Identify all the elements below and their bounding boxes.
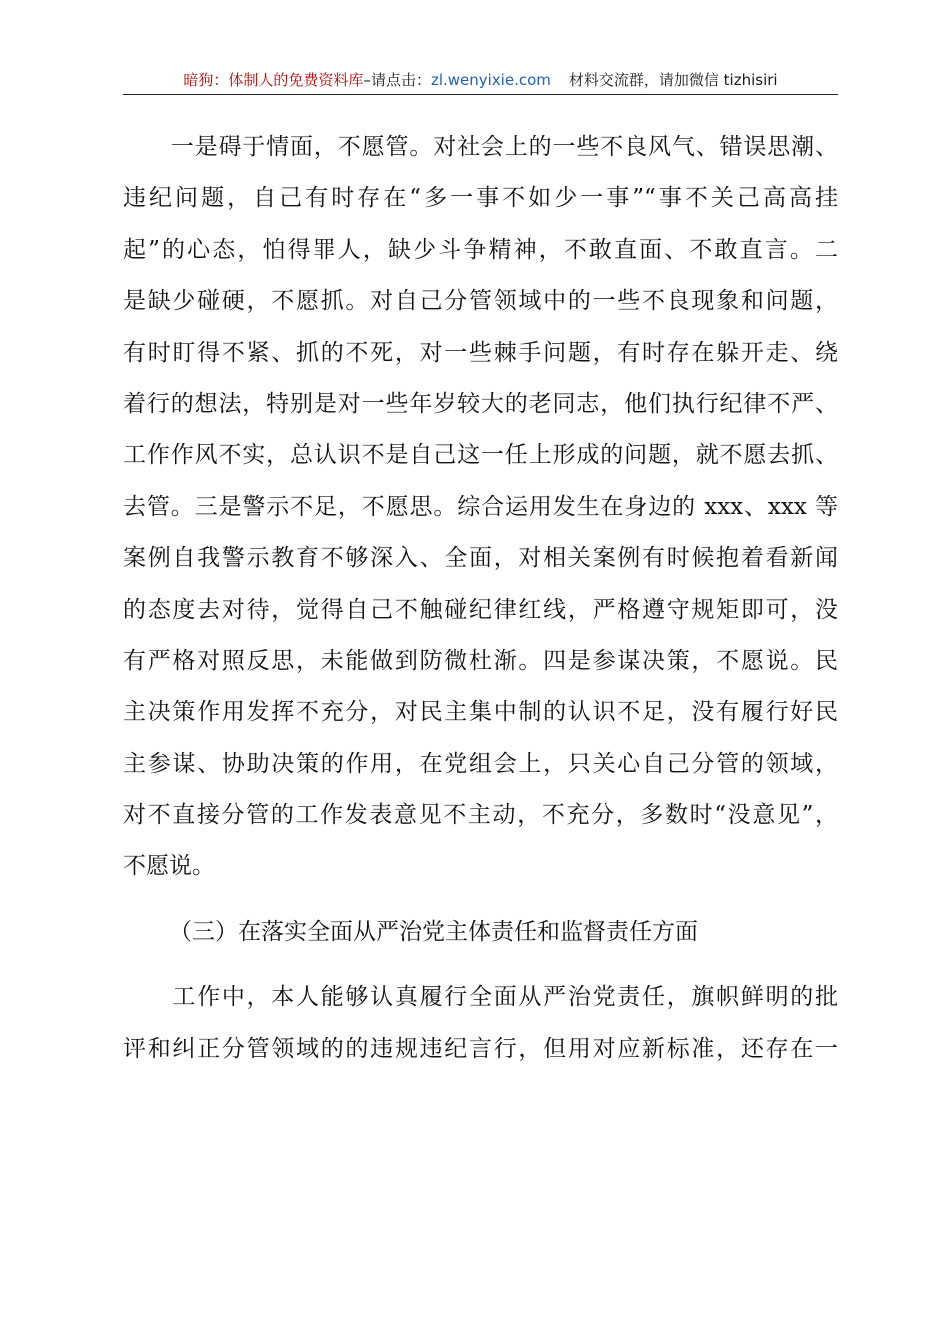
text-line: 主决策作用发挥不充分，对民主集中制的认识不足，没有履行好民 [123, 699, 838, 726]
paragraph-2 [123, 972, 838, 1075]
header-click-label: –请点击： [363, 71, 431, 89]
text-line: 起”的心态，怕得罪人，缺少斗争精神，不敢直面、不敢直言。二 [123, 236, 838, 263]
text-line: 案例自我警示教育不够深入、全面，对相关案例有时候抱着看新闻 [123, 545, 838, 572]
text-line: 工作中，本人能够认真履行全面从严治党责任，旗帜鲜明的批 [123, 984, 838, 1011]
text-line: 不愿说。 [123, 853, 215, 880]
text-line: 评和纠正分管领域的的违规违纪言行，但用对应新标准，还存在一 [123, 1035, 838, 1062]
header-site-name: 暗狗：体制人的免费资料库 [183, 71, 364, 89]
text-line: 着行的想法，特别是对一些年岁较大的老同志，他们执行纪律不严、 [123, 390, 838, 417]
page-header [123, 68, 838, 95]
text-line: 是缺少碰硬，不愿抓。对自己分管领域中的一些不良现象和问题， [123, 288, 838, 315]
text-line: 去管。三是警示不足，不愿思。综合运用发生在身边的 xxx、xxx 等 [123, 493, 838, 520]
text-line: 有时盯得不紧、抓的不死，对一些棘手问题，有时存在躲开走、绕 [123, 339, 838, 366]
text-line: 有严格对照反思，未能做到防微杜渐。四是参谋决策，不愿说。民 [123, 647, 838, 674]
text-line: 主参谋、协助决策的作用，在党组会上，只关心自己分管的领域， [123, 750, 838, 777]
text-line: 违纪问题，自己有时存在“多一事不如少一事”“事不关己高高挂 [123, 185, 838, 212]
document-body [123, 122, 838, 1075]
header-contact: 材料交流群，请加微信 tizhisiri [568, 71, 778, 89]
paragraph-1 [123, 122, 838, 893]
text-line: 的态度去对待，觉得自己不触碰纪律红线，严格遵守规矩即可，没 [123, 596, 838, 623]
text-line: 对不直接分管的工作发表意见不主动，不充分，多数时“没意见”， [123, 802, 838, 829]
text-line: 一是碍于情面，不愿管。对社会上的一些不良风气、错误思潮、 [123, 134, 838, 160]
header-url-link[interactable]: zl.wenyixie.com [430, 71, 551, 89]
text-line: 工作作风不实，总认识不是自己这一任上形成的问题，就不愿去抓、 [123, 442, 838, 469]
section-heading: （三）在落实全面从严治党主体责任和监督责任方面 [169, 918, 698, 945]
